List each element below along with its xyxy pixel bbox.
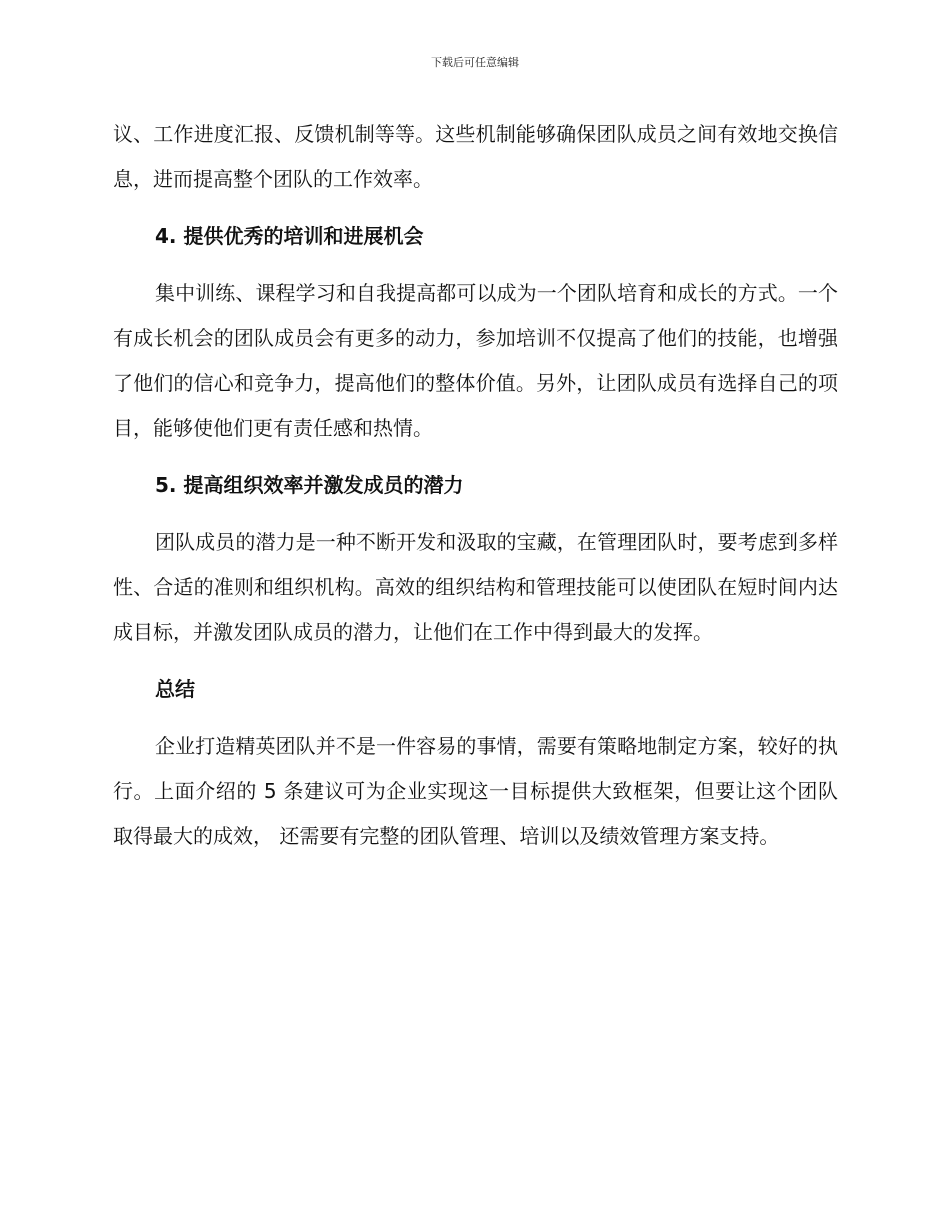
paragraph-communication-mechanisms: 议、工作进度汇报、反馈机制等等。这些机制能够确保团队成员之间有效地交换信息，进而提高整个团队的工作效率。 — [113, 122, 838, 191]
paragraph-summary: 企业打造精英团队并不是一件容易的事情，需要有策略地制定方案，较好的执行。上面介绍的 5 条建议可为企业实现这一目标提供大致框架，但要让这个团队取得最大的成效， 还需要有完整的团队管理、培训以及绩效管理方案支持。 — [113, 734, 838, 848]
section-heading-training: 4. 提供优秀的培训和进展机会 — [155, 224, 424, 248]
document-body — [113, 112, 838, 871]
paragraph-efficiency: 团队成员的潜力是一种不断开发和汲取的宝藏，在管理团队时，要考虑到多样性、合适的准则和组织机构。高效的组织结构和管理技能可以使团队在短时间内达成目标，并激发团队成员的潜力，让他们在工作中得到最大的发挥。 — [113, 530, 838, 644]
section-heading-summary: 总结 — [155, 677, 195, 701]
paragraph-training: 集中训练、课程学习和自我提高都可以成为一个团队培育和成长的方式。一个有成长机会的团队成员会有更多的动力，参加培训不仅提高了他们的技能，也增强了他们的信心和竞争力，提高他们的整体价值。另外，让团队成员有选择自己的项目，能够使他们更有责任感和热情。 — [113, 281, 838, 440]
page-header: 下载后可任意编辑 — [431, 56, 519, 69]
section-heading-efficiency: 5. 提高组织效率并激发成员的潜力 — [155, 473, 464, 497]
